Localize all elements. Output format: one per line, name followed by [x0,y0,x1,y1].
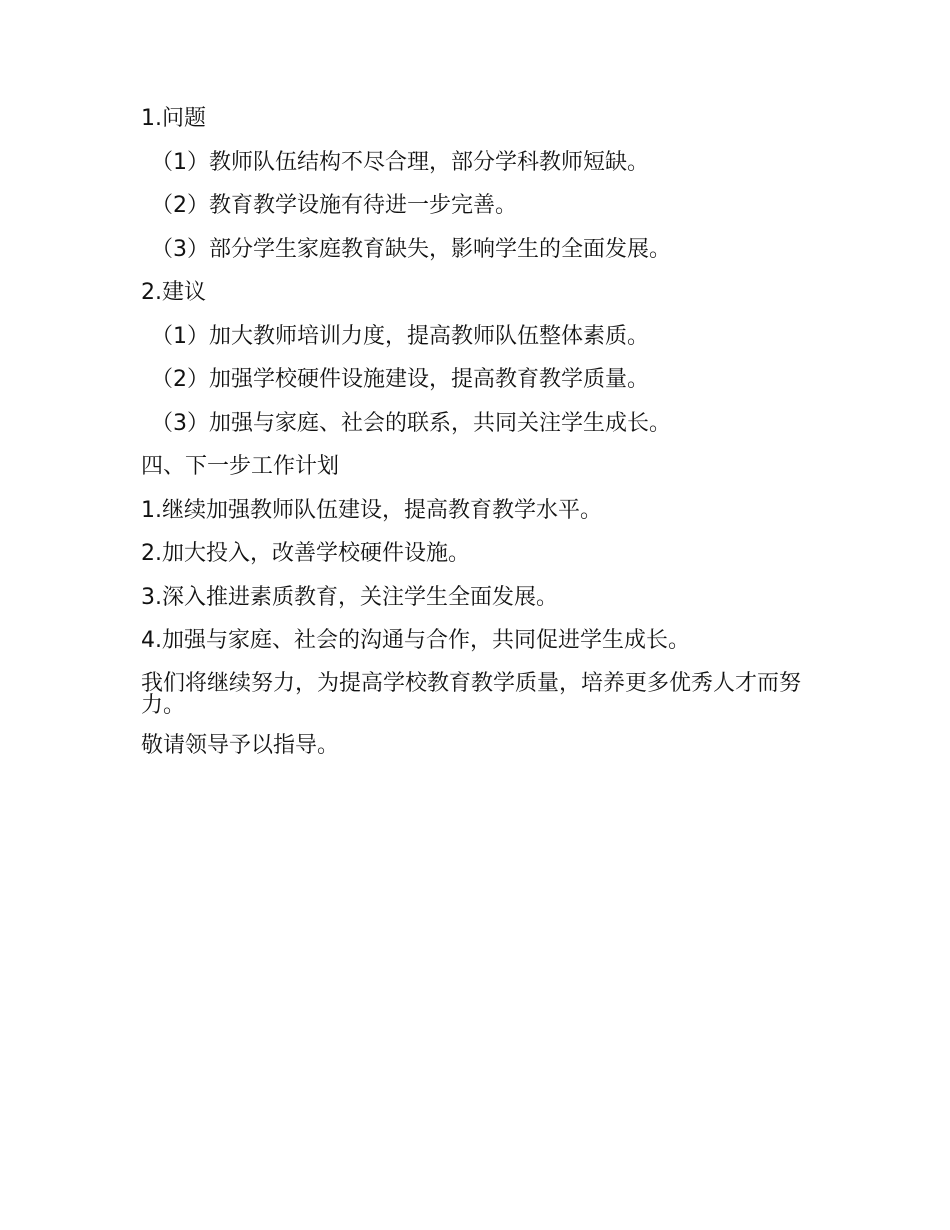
problem-item-1: （1）教师队伍结构不尽合理，部分学科教师短缺。 [151,149,649,175]
document-body [141,104,821,774]
suggestion-item-2: （2）加强学校硬件设施建设，提高教育教学质量。 [151,367,649,392]
suggestions-heading: 2.建议 [141,280,206,305]
problems-heading: 1.问题 [141,106,206,131]
plan-item-2: 2.加大投入，改善学校硬件设施。 [141,541,470,566]
plan-item-4: 4.加强与家庭、社会的沟通与合作，共同促进学生成长。 [141,628,690,653]
closing-line: 敬请领导予以指导。 [141,732,340,758]
suggestion-item-1: （1）加大教师培训力度，提高教师队伍整体素质。 [151,323,649,349]
plan-item-1: 1.继续加强教师队伍建设，提高教育教学水平。 [141,497,602,523]
problem-item-2: （2）教育教学设施有待进一步完善。 [151,193,517,218]
plan-item-3: 3.深入推进素质教育，关注学生全面发展。 [141,584,558,610]
commitment-paragraph: 我们将继续努力，为提高学校教育教学质量，培养更多优秀人才而努力。 [141,670,802,718]
problem-item-3: （3）部分学生家庭教育缺失，影响学生的全面发展。 [151,236,671,262]
plan-heading: 四、下一步工作计划 [141,454,340,479]
suggestion-item-3: （3）加强与家庭、社会的联系，共同关注学生成长。 [151,410,671,436]
